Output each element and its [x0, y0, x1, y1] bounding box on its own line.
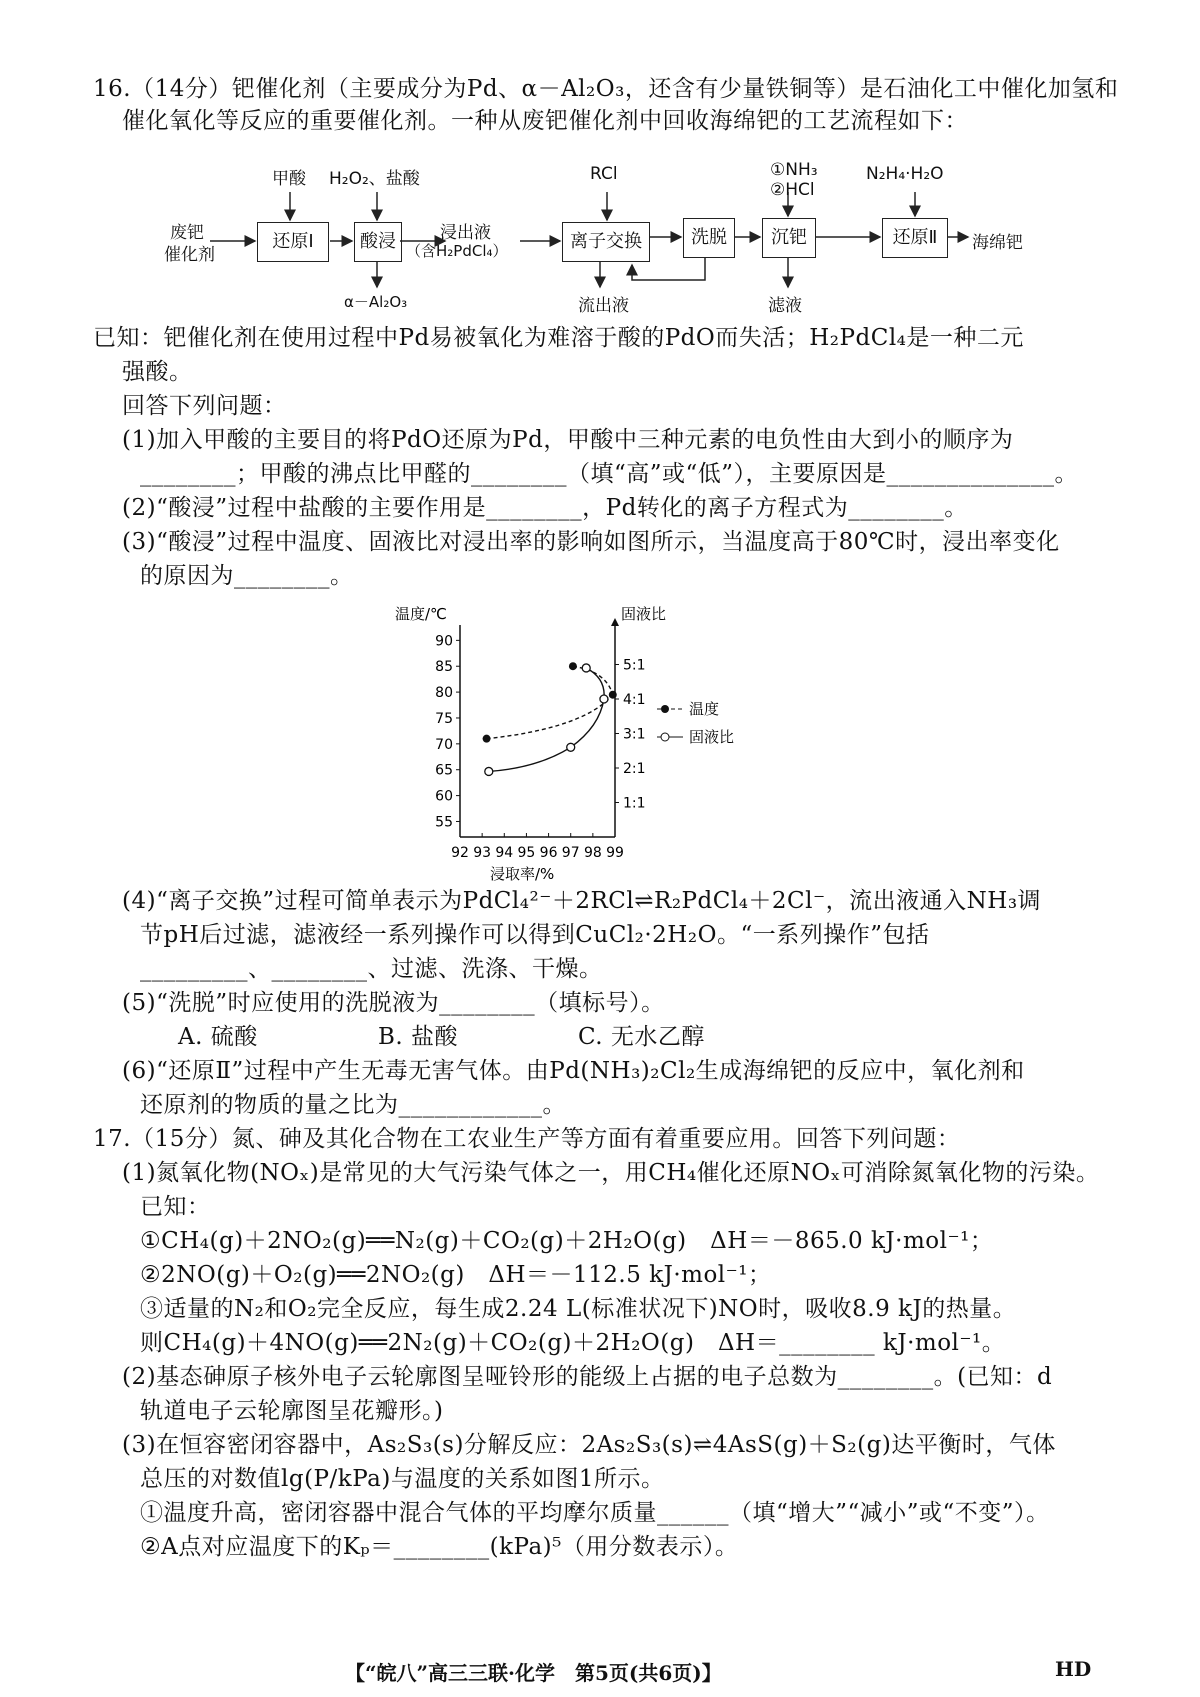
- y-left-tick-label: 85: [435, 659, 453, 676]
- q17-part2-line1: (2)基态砷原子核外电子云轮廓图呈哑铃形的能级上占据的电子总数为________。(已知：d: [122, 1364, 1053, 1390]
- solid-liquid-ratio-point: [485, 767, 493, 775]
- y-left-tick-label: 80: [435, 685, 453, 702]
- q16-option-a: A. 硫酸: [178, 1024, 258, 1050]
- flow-box-precipitate: 沉钯: [762, 218, 816, 258]
- y-left-tick-label: 70: [435, 736, 453, 753]
- q16-option-c: C. 无水乙醇: [578, 1024, 705, 1050]
- flow-input-formic-acid: 甲酸: [272, 169, 306, 189]
- flow-leachate: 浸出液: [440, 223, 491, 243]
- flow-box-elution: 洗脱: [683, 218, 735, 258]
- q17-part3-line2: 总压的对数值lg(P/kPa)与温度的关系如图1所示。: [140, 1466, 665, 1492]
- solid-liquid-ratio-point: [600, 695, 608, 703]
- q17-equation-2: ②2NO(g)＋O₂(g)══2NO₂(g) ΔH＝－112.5 kJ·mol⁻¹；: [140, 1262, 772, 1288]
- x-tick-label: 94: [495, 845, 514, 861]
- y-right-tick-label: 2:1: [623, 761, 646, 777]
- temperature-curve-upper: [573, 666, 613, 694]
- q16-part5: (5)“洗脱”时应使用的洗脱液为________（填标号）。: [122, 990, 665, 1016]
- flow-input-hydrazine: N₂H₄·H₂O: [866, 164, 944, 184]
- page-footer: 【“皖八”高三三联·化学 第5页(共6页)】: [345, 1661, 722, 1685]
- temperature-curve-lower: [487, 695, 613, 739]
- q17-part2-line2: 轨道电子云轮廓图呈花瓣形。): [140, 1398, 444, 1424]
- legend-temperature-marker: [661, 705, 669, 713]
- x-tick-label: 97: [561, 845, 580, 861]
- q16-part6-line2: 还原剂的物质的量之比为____________。: [140, 1092, 566, 1118]
- y-axis-left-label: 温度/℃: [395, 605, 447, 623]
- x-tick-label: 96: [539, 845, 558, 861]
- flow-box-reduce1: 还原Ⅰ: [257, 222, 329, 262]
- q17-part1-line1: (1)氮氧化物(NOₓ)是常见的大气污染气体之一，用CH₄催化还原NOₓ可消除氮氧化物的污染。: [122, 1160, 1100, 1186]
- y-axis-right-label: 固液比: [621, 605, 667, 623]
- q16-line-2: 催化氧化等反应的重要催化剂。一种从废钯催化剂中回收海绵钯的工艺流程如下：: [122, 108, 968, 134]
- flow-start-line1: 废钯: [170, 223, 204, 243]
- q17-part1-known: 已知：: [140, 1194, 211, 1220]
- q17-equation-1: ①CH₄(g)＋2NO₂(g)══N₂(g)＋CO₂(g)＋2H₂O(g) ΔH＝－865.0 kJ·mol⁻¹；: [140, 1228, 994, 1254]
- y-axis-right-arrow: [611, 618, 619, 626]
- q16-known-2: 强酸。: [122, 359, 193, 385]
- legend-temperature-label: 温度: [689, 700, 720, 718]
- x-tick-label: 95: [517, 845, 536, 861]
- y-left-tick-label: 65: [435, 762, 453, 779]
- solid-liquid-ratio-point: [567, 743, 575, 751]
- q16-part6-line1: (6)“还原Ⅱ”过程中产生无毒无害气体。由Pd(NH₃)₂Cl₂生成海绵钯的反应中，氧化剂和: [122, 1058, 1025, 1084]
- flow-output-effluent: 流出液: [578, 296, 629, 316]
- y-left-tick-label: 75: [435, 710, 453, 727]
- q16-part2: (2)“酸浸”过程中盐酸的主要作用是________，Pd转化的离子方程式为________。: [122, 495, 968, 521]
- flow-output-filtrate: 滤液: [768, 296, 802, 316]
- flow-box-ion-exchange: 离子交换: [562, 222, 650, 262]
- q16-prompt: 回答下列问题：: [122, 393, 287, 419]
- q16-part3-line2: 的原因为________。: [140, 563, 354, 589]
- q17-part3-line1: (3)在恒容密闭容器中，As₂S₃(s)分解反应：2As₂S₃(s)⇌4AsS(g)＋S₂(g)达平衡时，气体: [122, 1432, 1056, 1458]
- q17-equation-4: 则CH₄(g)＋4NO(g)══2N₂(g)＋CO₂(g)＋2H₂O(g) ΔH＝________ kJ·mol⁻¹。: [140, 1330, 1006, 1356]
- flow-box-acid-leach: 酸浸: [354, 222, 402, 262]
- q16-part1-line2: ________；甲酸的沸点比甲醛的________（填“高”或“低”），主要原因是______________。: [140, 461, 1079, 487]
- q16-part1-line1: (1)加入甲酸的主要目的将PdO还原为Pd，甲酸中三种元素的电负性由大到小的顺序为: [122, 427, 1014, 453]
- q16-line-1: 16.（14分）钯催化剂（主要成分为Pd、α－Al₂O₃，还含有少量铁铜等）是石油化工中催化加氢和: [93, 76, 1119, 102]
- footer-code: HD: [1055, 1657, 1092, 1681]
- y-left-tick-label: 60: [435, 788, 453, 805]
- flow-start-line2: 催化剂: [164, 245, 215, 265]
- q16-part4-line2: 节pH后过滤，滤液经一系列操作可以得到CuCl₂·2H₂O。“一系列操作”包括: [140, 922, 930, 948]
- x-tick-label: 98: [583, 845, 602, 861]
- flow-input-hcl: ②HCl: [770, 180, 815, 200]
- flow-input-h2o2-hcl: H₂O₂、盐酸: [329, 169, 420, 189]
- y-left-tick-label: 55: [435, 814, 453, 831]
- leach-rate-chart: [395, 605, 825, 885]
- q17-equation-3: ③适量的N₂和O₂完全反应，每生成2.24 L(标准状况下)NO时，吸收8.9 kJ的热量。: [140, 1296, 1017, 1322]
- flow-leachate-note: （含H₂PdCl₄）: [406, 242, 508, 260]
- q16-known-1: 已知：钯催化剂在使用过程中Pd易被氧化为难溶于酸的PdO而失活；H₂PdCl₄是一种二元: [93, 325, 1024, 351]
- temperature-point: [483, 735, 491, 743]
- y-right-tick-label: 5:1: [623, 657, 646, 674]
- q16-option-b: B. 盐酸: [378, 1024, 459, 1050]
- flow-input-nh3: ①NH₃: [770, 160, 818, 180]
- flow-box-reduce2: 还原Ⅱ: [882, 218, 948, 258]
- flow-output-alumina: α－Al₂O₃: [344, 293, 408, 311]
- y-right-tick-label: 1:1: [623, 795, 646, 812]
- q16-part4-line1: (4)“离子交换”过程可简单表示为PdCl₄²⁻＋2RCl⇌R₂PdCl₄＋2Cl⁻，流出液通入NH₃调: [122, 888, 1042, 914]
- x-tick-label: 99: [606, 845, 624, 861]
- solid-liquid-ratio-curve: [489, 668, 604, 772]
- temperature-point: [609, 691, 617, 699]
- q17-part3-q1: ①温度升高，密闭容器中混合气体的平均摩尔质量______（填“增大”“减小”或“不变”）。: [140, 1500, 1050, 1526]
- solid-liquid-ratio-point: [582, 664, 590, 672]
- x-tick-label: 92: [451, 845, 469, 861]
- x-tick-label: 93: [473, 845, 492, 861]
- legend-ratio-label: 固液比: [689, 728, 735, 746]
- q17-part3-q2: ②A点对应温度下的Kₚ＝________(kPa)⁵（用分数表示）。: [140, 1534, 739, 1560]
- q16-part3-line1: (3)“酸浸”过程中温度、固液比对浸出率的影响如图所示，当温度高于80℃时，浸出率变化: [122, 529, 1060, 555]
- y-right-tick-label: 4:1: [623, 692, 646, 708]
- legend-ratio-marker: [661, 733, 669, 741]
- y-left-tick-label: 90: [435, 633, 453, 650]
- flow-end-sponge-pd: 海绵钯: [972, 233, 1023, 253]
- x-axis-label: 浸取率/%: [490, 865, 555, 883]
- temperature-point: [569, 662, 577, 670]
- y-right-tick-label: 3:1: [623, 726, 646, 743]
- flow-input-rcl: RCl: [590, 164, 618, 184]
- q17-line-1: 17.（15分）氮、砷及其化合物在工农业生产等方面有着重要应用。回答下列问题：: [93, 1126, 961, 1152]
- q16-part4-line3: _________、________、过滤、洗涤、干燥。: [140, 956, 603, 982]
